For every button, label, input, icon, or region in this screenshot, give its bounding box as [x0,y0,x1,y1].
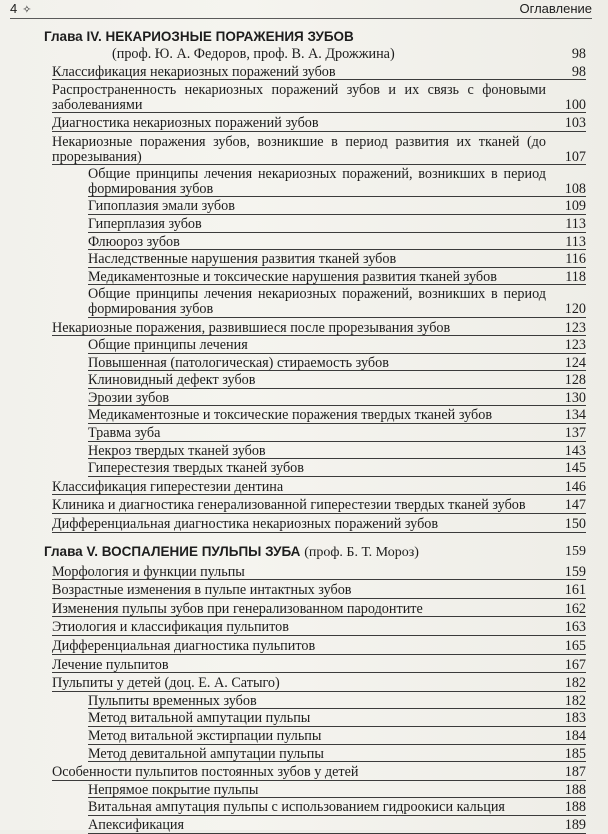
toc-subentry: Гиперплазия зубов 113 [88,215,586,232]
chapter-4-authors: (проф. Ю. А. Федоров, проф. В. А. Дрожжина) 98 [112,46,586,62]
toc-entry: Дифференциальная диагностика пульпитов 165 [52,638,586,654]
toc-subentry: Клиновидный дефект зубов 128 [88,372,586,389]
table-of-contents [44,26,586,834]
page-ref: 159 [564,563,586,580]
toc-subentry: Витальная ампутация пульпы с использованием гидроокиси кальция 188 [88,799,586,816]
page-ref: 116 [565,251,586,268]
page-ref: 128 [564,372,586,389]
toc-entry: Морфология и функции пульпы 159 [52,563,586,580]
page-ref: 188 [564,781,586,798]
page-ref: 184 [564,727,586,744]
page-ref: 167 [564,656,586,673]
toc-subentry: Непрямое покрытие пульпы 188 [88,781,586,798]
page-ref: 146 [564,478,586,495]
toc-subentry: Некроз твердых тканей зубов 143 [88,442,586,459]
toc-entry: Пульпиты у детей (доц. Е. А. Сатыго) 182 [52,675,586,692]
page-ref: 137 [564,425,586,442]
toc-subentry: Общие принципы лечения 123 [88,337,586,354]
toc-entry: Диагностика некариозных поражений зубов 103 [52,115,586,132]
page-ref: 150 [564,516,586,533]
toc-subentry: Медикаментозные и токсические поражения твердых тканей зубов 134 [88,407,586,424]
page-ref: 145 [564,460,586,477]
page-ref: 123 [564,337,586,354]
page-ref: 182 [564,692,586,709]
page-ref: 100 [564,96,586,113]
toc-subentry: Травма зуба 137 [88,425,586,442]
page-ref: 189 [564,816,586,833]
toc-subentry: Наследственные нарушения развития тканей зубов 116 [88,251,586,268]
toc-subentry: Общие принципы лечения некариозных поражений, возникших в период формирования зубов 120 [88,286,586,317]
toc-subentry: Пульпиты временных зубов 182 [88,692,586,709]
page-number: 4 ✧ [10,1,32,16]
toc-entry: Распространенность некариозных поражений зубов и их связь с фоновыми заболеваниями 100 [52,82,586,113]
page-ref: 120 [564,300,586,317]
chapter-4-heading: Глава IV. НЕКАРИОЗНЫЕ ПОРАЖЕНИЯ ЗУБОВ [44,29,354,44]
page-ref: 130 [564,389,586,406]
toc-subentry: Гиперестезия твердых тканей зубов 145 [88,460,586,477]
toc-subentry: Повышенная (патологическая) стираемость зубов 124 [88,354,586,371]
toc-entry: Клиника и диагностика генерализованной гиперестезии твердых тканей зубов 147 [52,497,586,514]
page-ref: 113 [565,233,586,250]
page-ref: 165 [564,638,586,654]
toc-entry: Классификация некариозных поражений зубов 98 [52,63,586,80]
toc-entry: Некариозные поражения зубов, возникшие в период развития их тканей (до прорезывания) 107 [52,133,586,165]
toc-subentry: Эрозии зубов 130 [88,389,586,406]
page-ref: 185 [564,745,586,762]
toc-entry: Изменения пульпы зубов при генерализованном пародонтите 162 [52,600,586,617]
toc-subentry: Медикаментозные и токсические нарушения развития тканей зубов 118 [88,268,586,285]
toc-entry: Лечение пульпитов 167 [52,656,586,673]
chapter-5-heading: Глава V. ВОСПАЛЕНИЕ ПУЛЬПЫ ЗУБА (проф. Б. Т. Мороз) 159 [44,543,586,560]
toc-subentry: Метод витальной ампутации пульпы 183 [88,710,586,727]
page-ref: 109 [564,198,586,215]
page-ref: 182 [564,675,586,692]
toc-entry: Классификация гиперестезии дентина 146 [52,478,586,495]
page-ref: 98 [571,63,586,80]
page-ref: 163 [564,619,586,636]
toc-entry: Этиология и классификация пульпитов 163 [52,619,586,636]
page-ref: 108 [564,180,586,197]
toc-entry: Возрастные изменения в пульпе интактных зубов 161 [52,582,586,599]
page-ref: 147 [564,497,586,514]
toc-entry: Некариозные поражения, развившиеся после прорезывания зубов 123 [52,319,586,336]
toc-subentry: Метод девитальной ампутации пульпы 185 [88,745,586,762]
running-header [10,0,592,19]
page-ref: 134 [564,407,586,424]
page-ref: 118 [565,268,586,285]
page-ref: 113 [565,215,586,232]
section-title: Оглавление [519,1,592,16]
toc-subentry: Метод витальной экстирпации пульпы 184 [88,727,586,744]
page-ref: 143 [564,442,586,459]
toc-entry: Дифференциальная диагностика некариозных поражений зубов 150 [52,516,586,533]
page-ref: 107 [564,148,586,165]
toc-entry: Особенности пульпитов постоянных зубов у детей 187 [52,764,586,781]
page-ref: 161 [564,582,586,599]
toc-subentry: Флюороз зубов 113 [88,233,586,250]
page-ref: 183 [564,710,586,727]
ornament-icon: ✧ [22,4,32,16]
page-ref: 103 [564,115,586,132]
page-ref: 124 [564,354,586,371]
toc-subentry: Общие принципы лечения некариозных поражений, возникших в период формирования зубов 108 [88,166,586,197]
page-ref: 162 [564,600,586,617]
page-ref: 188 [564,799,586,816]
toc-subentry: Гипоплазия эмали зубов 109 [88,198,586,215]
toc-subentry: Апексификация 189 [88,816,586,833]
